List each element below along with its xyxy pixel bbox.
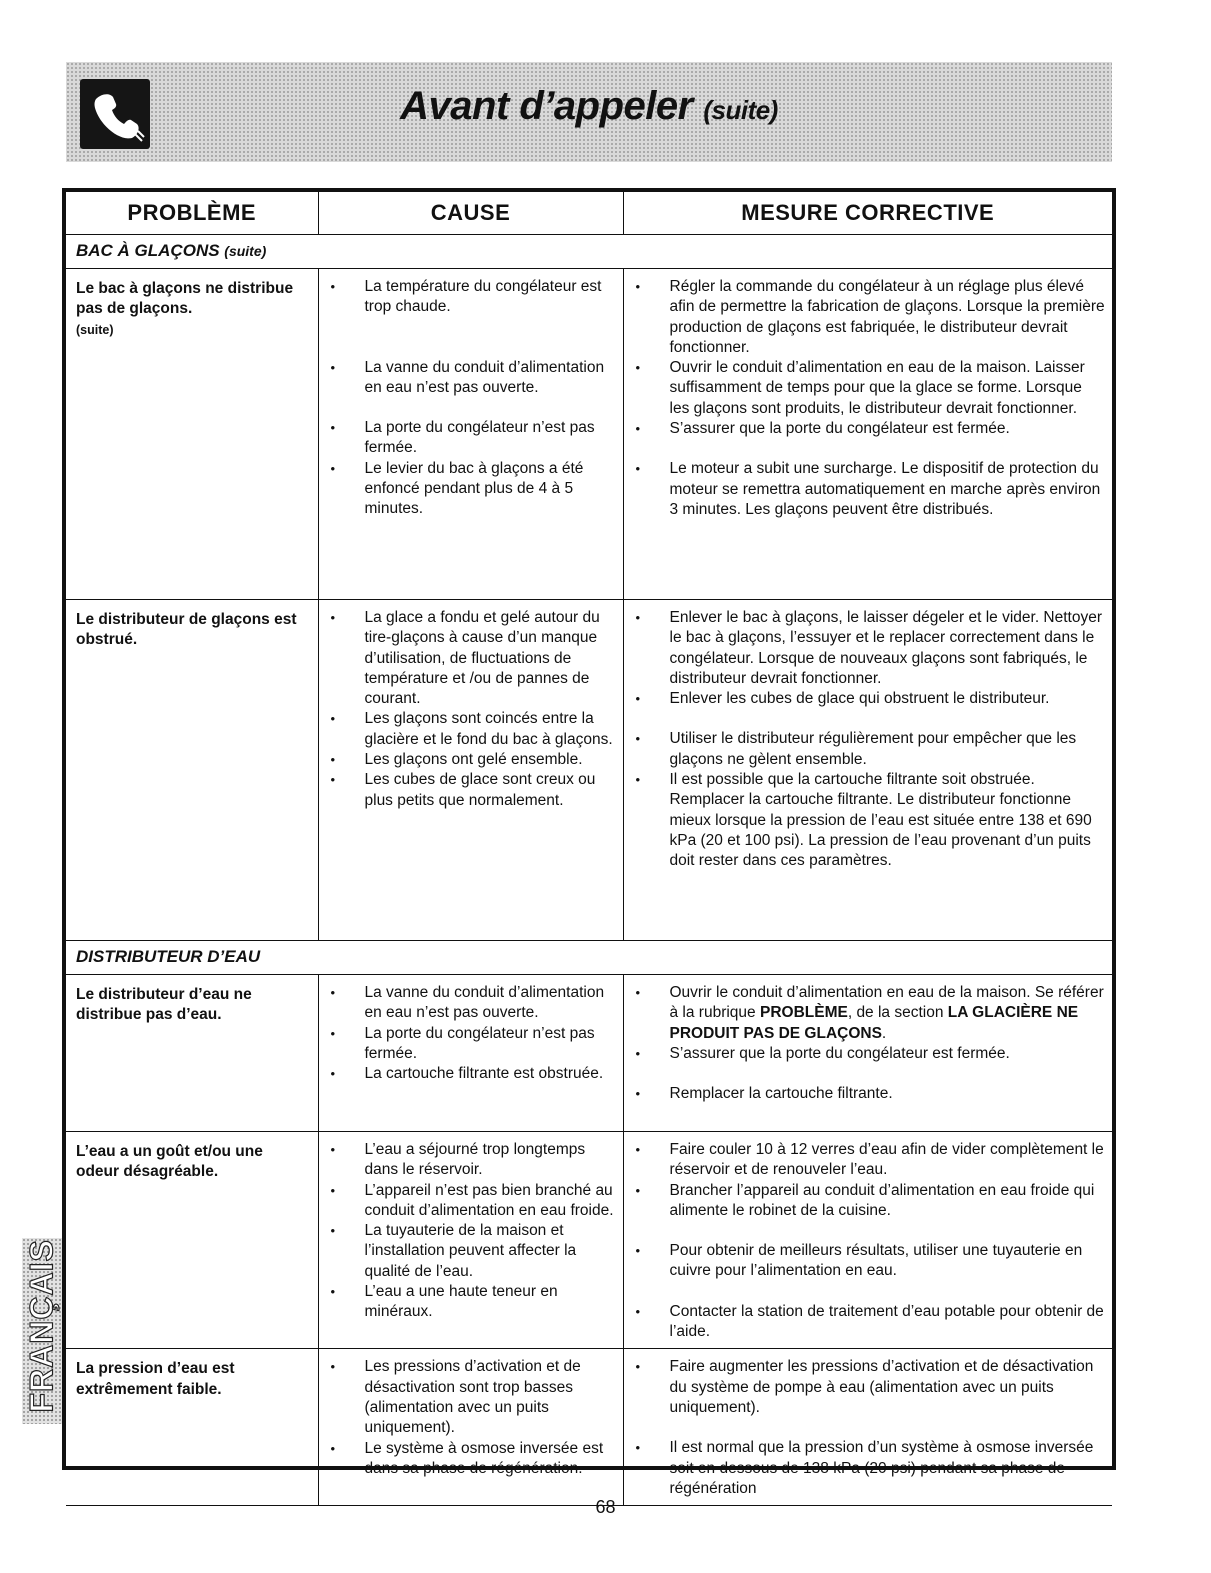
- cause-item: • La porte du congélateur n’est pas fermée.: [319, 1024, 617, 1065]
- section-suffix: (suite): [224, 243, 267, 260]
- table-row: [66, 1132, 1112, 1349]
- table-row: [66, 269, 1112, 600]
- table-row: [66, 600, 1112, 941]
- language-label: FRANÇAIS: [23, 1239, 60, 1413]
- fix-cell: [623, 269, 1112, 600]
- cause-cell: [318, 1132, 623, 1349]
- fix-item: • Enlever les cubes de glace qui obstruent le distributeur.: [624, 689, 1107, 709]
- column-header-cause: CAUSE: [318, 192, 623, 235]
- problem-cell: [66, 1349, 318, 1506]
- problem-cell: [66, 600, 318, 941]
- cause-item: • Les glaçons sont coincés entre la glacière et le fond du bac à glaçons.: [319, 709, 617, 750]
- troubleshooting-table: [62, 188, 1116, 1497]
- cause-cell: [318, 1349, 623, 1506]
- fix-cell: [623, 1349, 1112, 1506]
- fix-text: .: [881, 1024, 887, 1042]
- fix-item: • S’assurer que la porte du congélateur est fermée.: [624, 419, 1107, 439]
- problem-text: La pression d’eau est extrêmement faible.: [76, 1360, 235, 1398]
- problem-cell: [66, 975, 318, 1132]
- fix-item: • Il est normal que la pression d’un système à osmose inversée soit en dessous de 138 kPa (20 psi) pendant sa phase de régénération: [624, 1438, 1107, 1499]
- fix-item: • Pour obtenir de meilleurs résultats, utiliser une tuyauterie en cuivre pour l’alimentation en eau.: [624, 1241, 1107, 1282]
- fix-item: • Ouvrir le conduit d’alimentation en eau de la maison. Laisser suffisamment de temps pour que la glace se forme. Lorsque les glaçons sont produits, le distributeur devrait fonctionner.: [624, 358, 1107, 419]
- fix-text: , de la section: [847, 1004, 948, 1022]
- table-row: [66, 1349, 1112, 1506]
- fix-item: • Contacter la station de traitement d’eau potable pour obtenir de l’aide.: [624, 1302, 1107, 1343]
- cause-item: • Le système à osmose inversée est dans sa phase de régénération.: [319, 1439, 617, 1480]
- cause-item: • Les pressions d’activation et de désactivation sont trop basses (alimentation avec un puits uniquement).: [319, 1357, 617, 1438]
- fix-cell: [623, 600, 1112, 941]
- problem-text: Le distributeur d’eau ne distribue pas d’eau.: [76, 986, 252, 1024]
- section-header-bac-a-glacons: [66, 235, 1112, 269]
- cause-item: • Les glaçons ont gelé ensemble.: [319, 750, 617, 770]
- fix-cell: [623, 1132, 1112, 1349]
- fix-item: • Brancher l’appareil au conduit d’alimentation en eau froide qui alimente le robinet de la cuisine.: [624, 1181, 1107, 1222]
- cause-item: • Le levier du bac à glaçons a été enfoncé pendant plus de 4 à 5 minutes.: [319, 459, 617, 520]
- cause-item: • La vanne du conduit d’alimentation en eau n’est pas ouverte.: [319, 358, 617, 399]
- fix-text-bold: LA GLACIÈRE NE PRODUIT PAS DE GLAÇONS: [669, 1004, 1079, 1042]
- column-header-mesure: MESURE CORRECTIVE: [623, 192, 1112, 235]
- cause-item: • L’eau a séjourné trop longtemps dans le réservoir.: [319, 1140, 617, 1181]
- fix-item: • Remplacer la cartouche filtrante.: [624, 1084, 1107, 1104]
- cause-item: • La température du congélateur est trop chaude.: [319, 277, 617, 318]
- fix-item: • Le moteur a subit une surcharge. Le dispositif de protection du moteur se remettra automatiquement en marche après environ 3 minutes. Les glaçons peuvent être distribués.: [624, 459, 1107, 520]
- fix-cell: [623, 975, 1112, 1132]
- fix-item: • S’assurer que la porte du congélateur est fermée.: [624, 1044, 1107, 1064]
- cause-item: • L’eau a une haute teneur en minéraux.: [319, 1282, 617, 1323]
- problem-cell: [66, 269, 318, 600]
- fix-item: • Enlever le bac à glaçons, le laisser dégeler et le vider. Nettoyer le bac à glaçons, l’essuyer et le replacer correctement dans le congélateur. Lorsque de nouveaux glaçons sont fabriqués, le distributeur devrait fonctionner.: [624, 608, 1107, 689]
- column-header-probleme: PROBLÈME: [66, 192, 318, 235]
- problem-cell: [66, 1132, 318, 1349]
- fix-text: Ouvrir le conduit d’alimentation en eau de la maison. Se référer à la rubrique: [669, 984, 1104, 1022]
- cause-cell: [318, 975, 623, 1132]
- section-header-distributeur-eau: [66, 941, 1112, 975]
- language-side-tab: [22, 1238, 62, 1424]
- cause-item: • La porte du congélateur n’est pas fermée.: [319, 418, 617, 459]
- section-title: BAC À GLAÇONS: [76, 241, 220, 261]
- problem-text: L’eau a un goût et/ou une odeur désagréable.: [76, 1143, 263, 1181]
- page-title: [66, 84, 1112, 129]
- cause-item: • L’appareil n’est pas bien branché au conduit d’alimentation en eau froide.: [319, 1181, 617, 1222]
- fix-item: • Faire couler 10 à 12 verres d’eau afin de vider complètement le réservoir et de renouveler l’eau.: [624, 1140, 1107, 1181]
- cause-item: • La vanne du conduit d’alimentation en eau n’est pas ouverte.: [319, 983, 617, 1024]
- title-text: Avant d’appeler: [400, 84, 693, 128]
- fix-item: • Régler la commande du congélateur à un réglage plus élevé afin de permettre la fabrication de glaçons. Lorsque la première production de glaçons est fabriquée, le distributeur devrait fonctionner.: [624, 277, 1107, 358]
- problem-note: (suite): [76, 322, 114, 337]
- cause-item: • La tuyauterie de la maison et l’installation peuvent affecter la qualité de l’eau.: [319, 1221, 617, 1282]
- cause-cell: [318, 269, 623, 600]
- cause-item: • La cartouche filtrante est obstruée.: [319, 1064, 617, 1084]
- fix-item: [624, 983, 1107, 1044]
- header-banner: [66, 62, 1112, 162]
- problem-text: Le bac à glaçons ne distribue pas de glaçons.: [76, 280, 294, 318]
- page-number: 68: [595, 1497, 616, 1517]
- fix-item: • Il est possible que la cartouche filtrante soit obstruée. Remplacer la cartouche filtrante. Le distributeur fonctionne mieux lorsque la pression de l’eau est située entre 138 et 690 kPa (20 et 100 psi). La pression de l’eau provenant d’un puits doit rester dans ces paramètres.: [624, 770, 1107, 871]
- fix-item: • Faire augmenter les pressions d’activation et de désactivation du système de pompe à eau (alimentation avec un puits uniquement).: [624, 1357, 1107, 1418]
- table-row: [66, 975, 1112, 1132]
- section-title: DISTRIBUTEUR D’EAU: [76, 947, 261, 967]
- cause-cell: [318, 600, 623, 941]
- cause-item: • La glace a fondu et gelé autour du tire-glaçons à cause d’un manque d’utilisation, de fluctuations de température et /ou de pannes de courant.: [319, 608, 617, 709]
- fix-item: • Utiliser le distributeur régulièrement pour empêcher que les glaçons ne gèlent ensemble.: [624, 729, 1107, 770]
- problem-text: Le distributeur de glaçons est obstrué.: [76, 611, 297, 649]
- title-suffix: (suite): [703, 95, 778, 125]
- fix-text-bold: PROBLÈME: [759, 1004, 848, 1022]
- cause-item: • Les cubes de glace sont creux ou plus petits que normalement.: [319, 770, 617, 811]
